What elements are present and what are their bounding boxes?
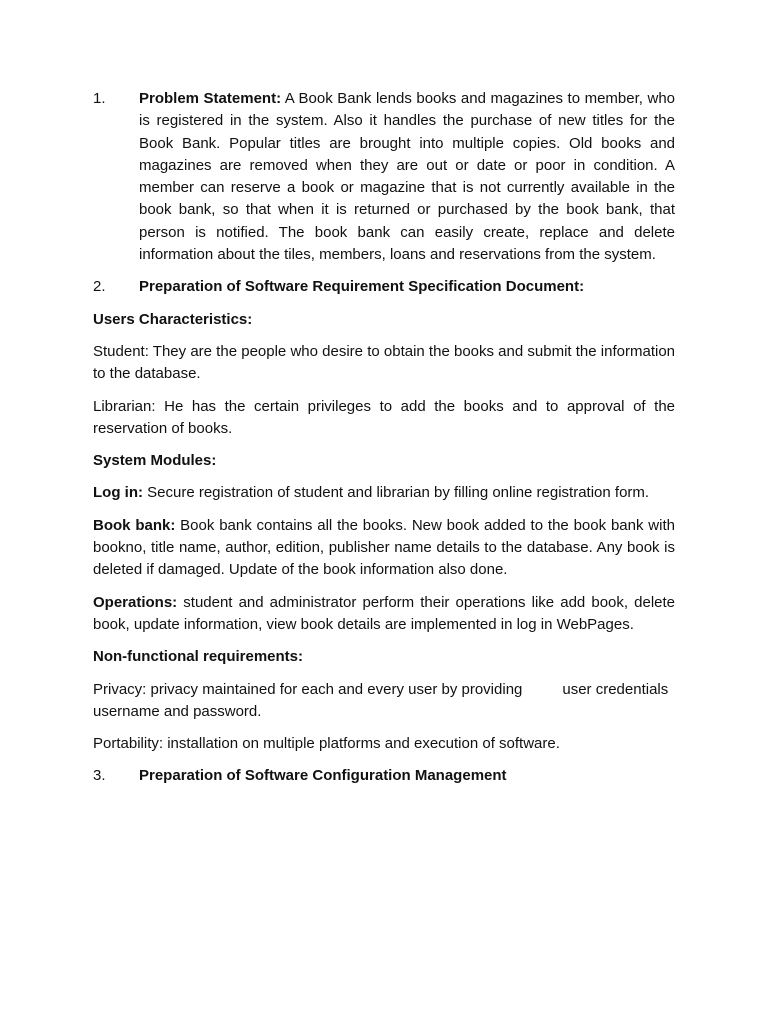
login-text: Secure registration of student and librarian by filling online registration form. <box>142 484 650 502</box>
section-problem-statement <box>93 88 675 266</box>
operations-label: Operations: <box>93 593 178 611</box>
bookbank-paragraph <box>93 515 675 582</box>
section-scm <box>93 765 675 787</box>
librarian-paragraph: Librarian: He has the certain privileges to add the books and to approval of the reservation of books. <box>93 397 675 437</box>
section-label: Preparation of Software Requirement Specification Document: <box>139 278 585 296</box>
login-paragraph <box>93 482 675 504</box>
section-number: 2. <box>93 278 106 296</box>
modules-heading: System Modules: <box>93 452 217 470</box>
section-number: 1. <box>93 90 106 107</box>
privacy-paragraph <box>93 679 675 724</box>
login-label: Log in: <box>93 484 143 502</box>
portability-paragraph: Portability: installation on multiple platforms and execution of software. <box>93 735 560 753</box>
section-srs <box>93 276 675 298</box>
users-heading: Users Characteristics: <box>93 310 253 328</box>
privacy-text-b: user credentials username and password. <box>93 680 669 720</box>
section-label: Problem Statement: <box>139 90 282 107</box>
operations-text: student and administrator perform their operations like add book, delete book, update information, view book details are implemented in log in WebPages. <box>93 593 675 633</box>
operations-paragraph <box>93 592 675 637</box>
bookbank-label: Book bank: <box>93 516 176 534</box>
nonfunctional-heading: Non-functional requirements: <box>93 648 304 666</box>
bookbank-text: Book bank contains all the books. New book added to the book bank with bookno, title name, author, edition, publisher name details to the database. Any book is deleted if damaged. Update of the book information also done. <box>93 516 675 579</box>
section-text: A Book Bank lends books and magazines to member, who is registered in the system. Also it handles the purchase of new titles for the Book Bank. Popular titles are brought into multiple copies. Old books and magazines are removed when they are out or date or poor in condition. A member can reserve a book or magazine that is not currently available in the book bank, so that when it is returned or purchased by the book bank, that person is notified. The book bank can easily create, replace and delete information about the tiles, members, loans and reservations from the system. <box>139 90 676 264</box>
document-page <box>93 88 675 798</box>
section-number: 3. <box>93 767 106 785</box>
privacy-text-a: Privacy: privacy maintained for each and every user by providing <box>93 680 523 698</box>
student-paragraph: Student: They are the people who desire to obtain the books and submit the information to the database. <box>93 342 675 383</box>
section-label: Preparation of Software Configuration Management <box>139 767 507 785</box>
section-body <box>139 88 675 266</box>
